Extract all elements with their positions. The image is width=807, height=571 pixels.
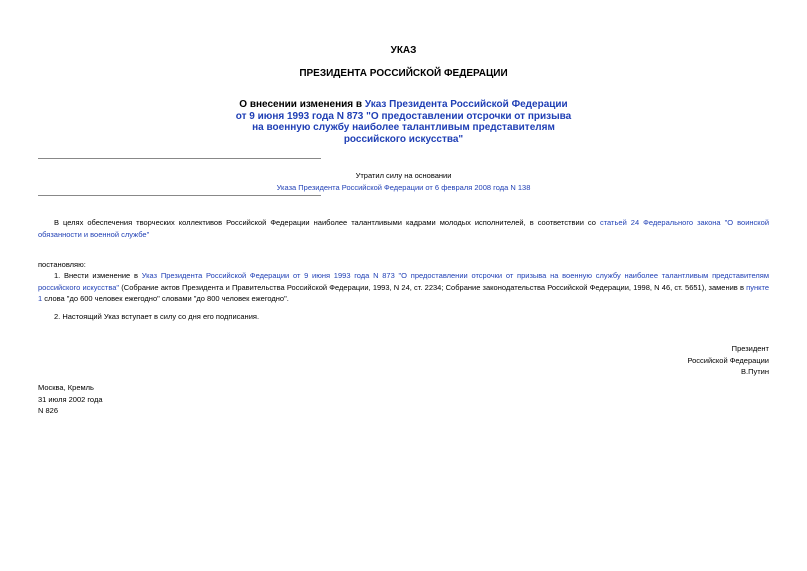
clause-2: 2. Настоящий Указ вступает в силу со дня его подписания. — [54, 312, 260, 321]
preamble-text: В целях обеспечения творческих коллективов Российской Федерации наиболее талантливыми кадрами молодых исполнителей, в соответствии со — [54, 218, 600, 227]
subject-prefix: О внесении изменения в — [239, 99, 365, 110]
amended-decree-link-line2: от 9 июня 1993 года N 873 "О предоставлении отсрочки от призыва — [235, 110, 572, 122]
amended-decree-link-line4: российского искусства" — [343, 133, 464, 145]
point-1-link[interactable]: пункте 1 — [38, 282, 769, 303]
divider-bottom — [38, 195, 321, 196]
amended-decree-inline-link[interactable]: Указ Президента Российской Федерации от 9 июня 1993 года N 873 "О предоставлении отсрочки от призыва на военную службу наиболее талантливым представителям российского искусства" — [38, 271, 769, 292]
clause-1 — [38, 270, 769, 305]
divider-top — [38, 158, 321, 159]
repealing-decree-link[interactable]: Указа Президента Российской Федерации от 6 февраля 2008 года N 138 — [276, 182, 531, 192]
signing-date: 31 июля 2002 года — [38, 394, 103, 404]
signer-country: Российской Федерации — [687, 355, 769, 365]
federal-law-article-link[interactable]: статьей 24 Федерального закона "О воинской обязанности и военной службе" — [38, 218, 770, 239]
lost-force-notice — [0, 170, 807, 193]
place-date-block — [38, 382, 103, 417]
resolution-word: постановляю: — [38, 260, 86, 269]
document-type-heading: УКАЗ — [390, 45, 417, 56]
amended-decree-link-line1: Указ Президента Российской Федерации — [364, 99, 568, 110]
preamble-paragraph — [38, 217, 769, 240]
clause-1-start: 1. Внести изменение в — [54, 271, 142, 280]
clause-1-middle: (Собрание актов Президента и Правительства Российской Федерации, 1993, N 24, ст. 2234; Собрание законодательства Российской Федерации, 1998, N 46, ст. 5651), заменив в — [119, 282, 747, 292]
issuer-heading: ПРЕЗИДЕНТА РОССИЙСКОЙ ФЕДЕРАЦИИ — [299, 68, 508, 79]
decree-number: N 826 — [38, 406, 59, 415]
lost-force-text: Утратил силу на основании — [355, 171, 452, 180]
clause-1-end: слова "до 600 человек ежегодно" словами "до 800 человек ежегодно". — [42, 294, 289, 303]
signer-title: Президент — [731, 344, 769, 353]
signing-place: Москва, Кремль — [38, 383, 94, 392]
document-subject — [0, 99, 807, 145]
signature-block — [687, 343, 769, 378]
signer-name: В.Путин — [741, 367, 769, 376]
amended-decree-link-line3: на военную службу наиболее талантливым представителям — [252, 122, 555, 133]
